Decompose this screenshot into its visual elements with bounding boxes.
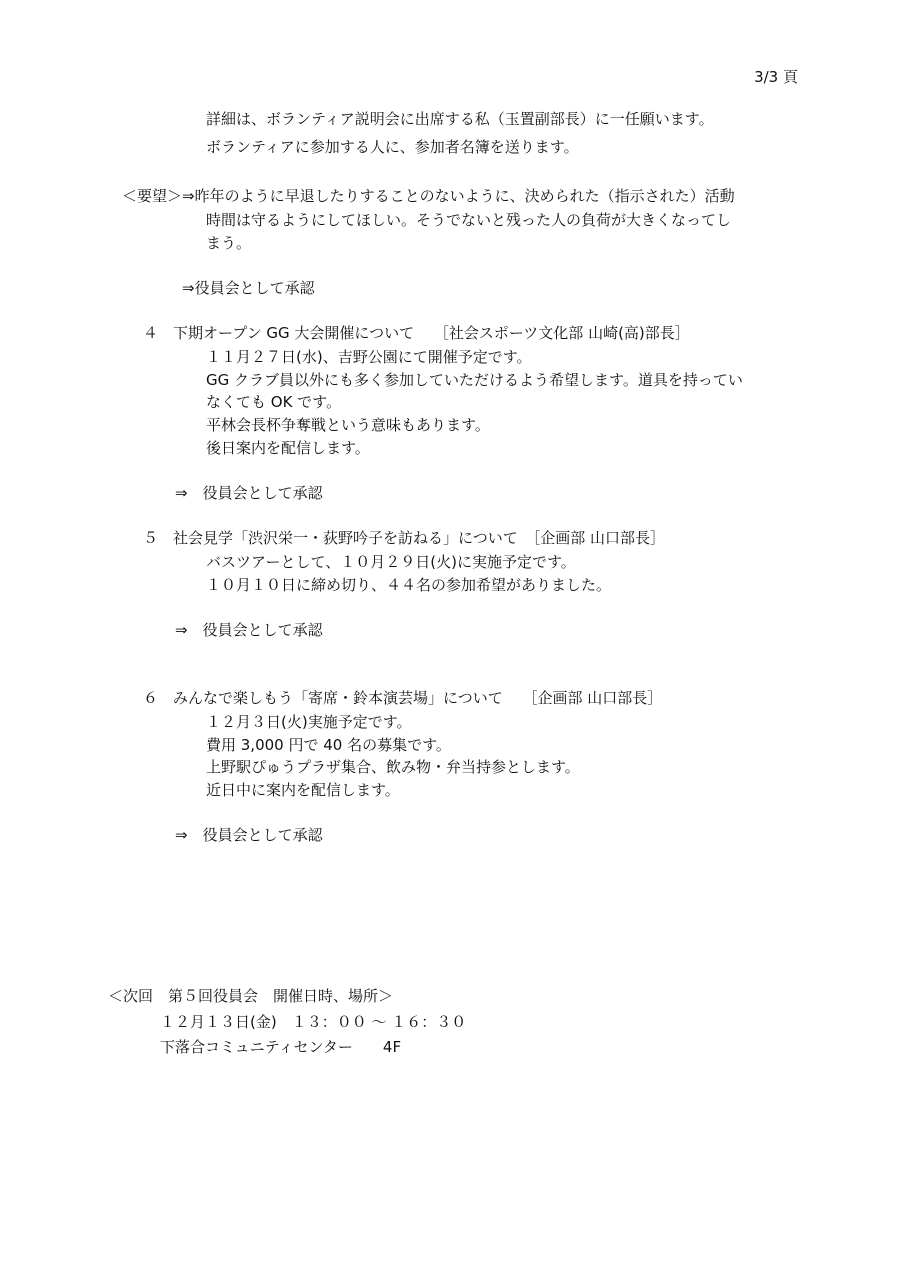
- next-meeting-place: 下落合コミュニティセンター 4F: [160, 1038, 402, 1056]
- intro-line-2: ボランティアに参加する人に、参加者名簿を送ります。: [206, 138, 579, 156]
- item-5-line-1: バスツアーとして、１０月２９日(火)に実施予定です。: [206, 553, 576, 571]
- item-6-title: ６ みんなで楽しもう「寄席・鈴本演芸場」について ［企画部 山口部長］: [143, 689, 663, 707]
- item-4-line-1: １１月２７日(水)、吉野公園にて開催予定です。: [206, 348, 532, 366]
- item-4-approval: ⇒ 役員会として承認: [175, 484, 323, 502]
- item-4-line-4: 平林会長杯争奪戦という意味もあります。: [206, 416, 490, 434]
- item-6-line-4: 近日中に案内を配信します。: [206, 781, 400, 799]
- item-6-line-2: 費用 3,000 円で 40 名の募集です。: [206, 736, 451, 754]
- request-line-3: まう。: [206, 234, 252, 252]
- item-5-line-2: １０月１０日に締め切り、４４名の参加希望がありました。: [206, 576, 612, 594]
- next-meeting-heading: ＜次回 第５回役員会 開催日時、場所＞: [108, 987, 394, 1005]
- item-6-approval: ⇒ 役員会として承認: [175, 826, 323, 844]
- item-5-title: ５ 社会見学「渋沢栄一・荻野吟子を訪ねる」について ［企画部 山口部長］: [143, 529, 665, 547]
- page-number: 3/3 頁: [754, 68, 798, 86]
- next-meeting-datetime: １２月１３日(金) １３：００ ～ １６：３０: [160, 1013, 467, 1031]
- intro-line-1: 詳細は、ボランティア説明会に出席する私（玉置副部長）に一任願います。: [206, 110, 714, 128]
- item-4-line-2: GG クラブ員以外にも多く参加していただけるよう希望します。道具を持ってい: [206, 371, 743, 389]
- item-4-title: ４ 下期オープン GG 大会開催について ［社会スポーツ文化部 山崎(高)部長］: [143, 324, 690, 342]
- item-6-line-1: １２月３日(火)実施予定です。: [206, 713, 412, 731]
- request-line-1: ＜要望＞⇒昨年のように早退したりすることのないように、決められた（指示された）活動: [122, 187, 735, 205]
- item-4-line-5: 後日案内を配信します。: [206, 439, 370, 457]
- request-approval: ⇒役員会として承認: [182, 279, 315, 297]
- item-6-line-3: 上野駅ぴゅうプラザ集合、飲み物・弁当持参とします。: [206, 758, 580, 776]
- item-4-line-3: なくても OK です。: [206, 393, 341, 411]
- request-line-2: 時間は守るようにしてほしい。そうでないと残った人の負荷が大きくなってし: [206, 211, 732, 229]
- item-5-approval: ⇒ 役員会として承認: [175, 621, 323, 639]
